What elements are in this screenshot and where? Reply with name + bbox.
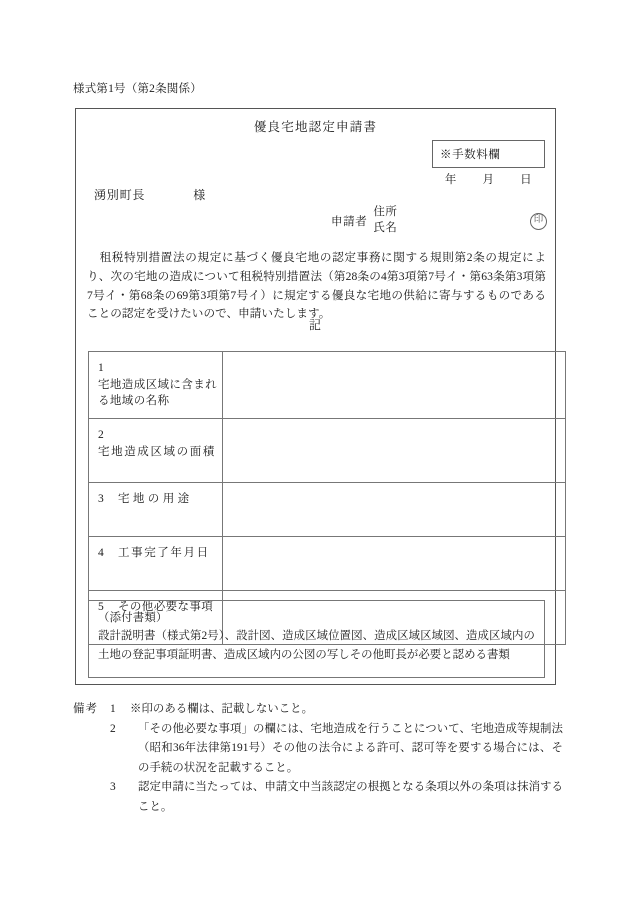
month-label: 月 <box>482 174 495 186</box>
item-number-1: 1 <box>98 362 104 374</box>
application-statement-text: 租税特別措置法の規定に基づく優良宅地の認定事務に関する規則第2条の規定により、次の宅地の造成について租税特別措置法（第28条の4第3項第7号イ・第63条第3項第7号イ・第68条の69第3項第7号イ）に規定する優良な宅地の供給に寄与するものであることの認定を受けたいので、申請いたします。 <box>87 251 546 321</box>
item-number-5: 5 <box>98 601 104 614</box>
notes-section <box>73 700 563 818</box>
fee-column-label: ※手数料欄 <box>440 149 501 161</box>
table-row <box>89 537 566 591</box>
addressee-line <box>94 186 206 203</box>
note-number-3: 3 <box>110 781 116 794</box>
fee-column-box <box>432 140 545 168</box>
note-item-2 <box>73 720 563 779</box>
note-number-1: 1 <box>110 703 116 715</box>
table-row <box>89 483 566 537</box>
applicant-block <box>331 205 398 236</box>
table-row <box>89 352 566 419</box>
form-frame <box>75 108 556 685</box>
year-label: 年 <box>444 174 457 186</box>
notes-heading: 備考 <box>73 703 99 715</box>
item-value-cell-1[interactable] <box>223 352 566 419</box>
item-label-cell-4 <box>89 537 223 591</box>
item-label-2: 宅地造成区域の面積 <box>98 445 216 458</box>
table-row <box>89 419 566 483</box>
attachment-text: 設計説明書（様式第2号）、設計図、造成区域位置図、造成区域区域図、造成区域内の土地の登記事項証明書、造成区域内の公図の写しその他町長が必要と認める書類 <box>98 630 535 661</box>
note-text-3: 認定申請に当たっては、申請文中当該認定の根拠となる条項以外の条項は抹消すること。 <box>138 781 563 814</box>
note-text-1: ※印のある欄は、記載しないこと。 <box>130 703 314 715</box>
ki-marker: 記 <box>308 318 322 332</box>
item-label-cell-2 <box>89 419 223 483</box>
application-statement <box>87 249 546 324</box>
item-label-3: 宅地の用途 <box>118 493 193 506</box>
item-number-3: 3 <box>98 493 104 506</box>
item-label-4: 工事完了年月日 <box>118 547 210 560</box>
item-label-5: その他必要な事項 <box>118 601 214 614</box>
item-value-cell-3[interactable] <box>223 483 566 537</box>
item-number-4: 4 <box>98 547 104 560</box>
item-value-cell-4[interactable] <box>223 537 566 591</box>
attachment-title: （添付書類） <box>98 612 168 624</box>
attachment-documents-box <box>88 600 545 678</box>
item-label-1: 宅地造成区域に含まれる地域の名称 <box>98 378 217 408</box>
addressee-name: 湧別町長 <box>94 188 146 202</box>
note-item-3 <box>73 778 563 817</box>
addressee-honorific: 様 <box>193 188 207 202</box>
item-value-cell-2[interactable] <box>223 419 566 483</box>
applicant-name-label: 氏名 <box>373 221 398 234</box>
item-number-2: 2 <box>98 429 104 442</box>
note-item-1 <box>73 700 563 720</box>
note-text-2: 「その他必要な事項」の欄には、宅地造成を行うことについて、宅地造成等規制法（昭和36年法律第191号）その他の法令による許可、認可等を要する場合には、その手続の状況を記載すること。 <box>138 722 563 774</box>
item-label-cell-3 <box>89 483 223 537</box>
page-title: 優良宅地認定申請書 <box>253 120 378 134</box>
seal-icon: 印 <box>530 213 547 230</box>
applicant-address-label: 住所 <box>373 206 398 218</box>
form-id-label: 様式第1号（第2条関係） <box>73 83 202 95</box>
day-label: 日 <box>520 174 533 186</box>
fee-date-line <box>432 171 545 187</box>
item-label-cell-1 <box>89 352 223 419</box>
note-number-2: 2 <box>110 722 116 735</box>
applicant-label: 申請者 <box>331 215 368 228</box>
